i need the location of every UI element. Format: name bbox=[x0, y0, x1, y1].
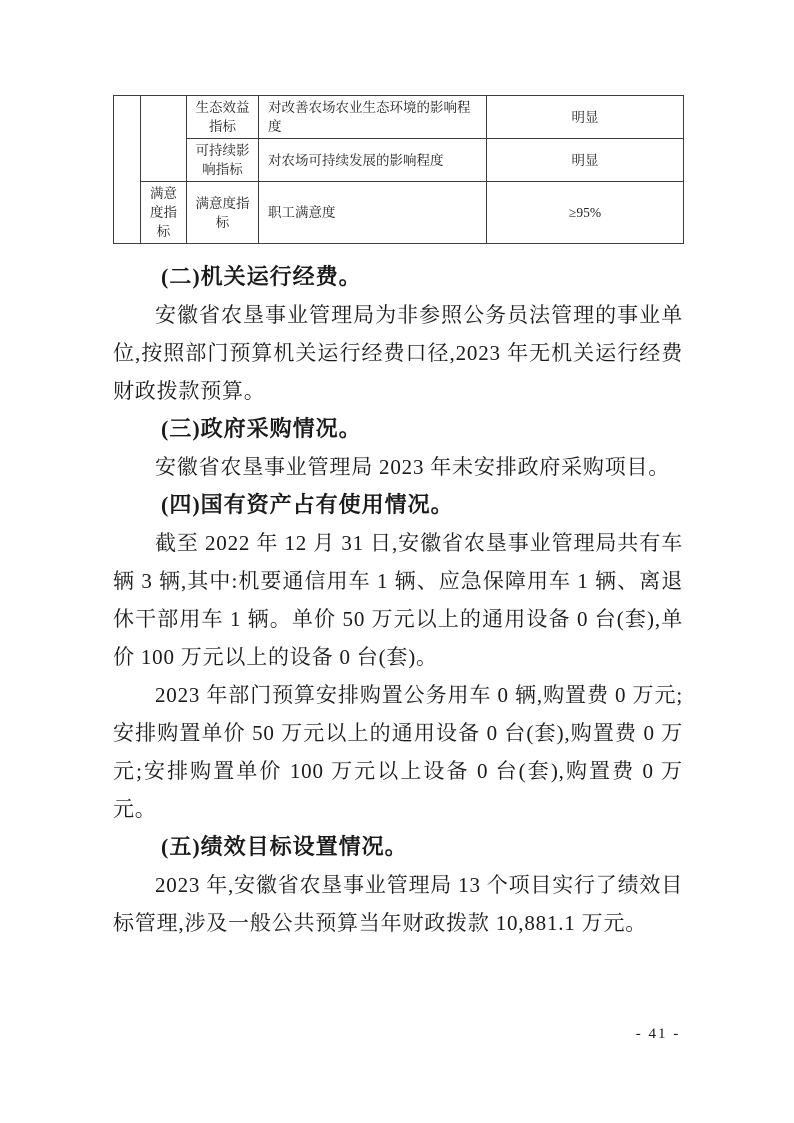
indicator-description-cell: 对农场可持续发展的影响程度 bbox=[259, 139, 487, 182]
performance-indicator-table bbox=[113, 95, 684, 244]
indicator-name-cell: 满意度指标 bbox=[187, 182, 259, 244]
paragraph: 安徽省农垦事业管理局 2023 年未安排政府采购项目。 bbox=[155, 455, 671, 479]
indicator-name-cell: 可持续影响指标 bbox=[187, 139, 259, 182]
indicator-description-cell: 职工满意度 bbox=[259, 182, 487, 244]
paragraph: 截至 2022 年 12 月 31 日,安徽省农垦事业管理局共有车辆 3 辆,其中:机要通信用车 1 辆、应急保障用车 1 辆、离退休干部用车 1 辆。单价 50 万元以上的通用设备 0 台(套),单价 100 万元以上的设备 0 台(套)。 bbox=[113, 531, 683, 669]
page-content bbox=[113, 95, 683, 942]
paragraph: 2023 年部门预算安排购置公务用车 0 辆,购置费 0 万元;安排购置单价 50 万元以上的通用设备 0 台(套),购置费 0 万元;安排购置单价 100 万元以上设备 0 台(套),购置费 0 万元。 bbox=[113, 683, 683, 821]
category-cell: 满意度指标 bbox=[141, 182, 187, 244]
section-heading-2: (二)机关运行经费。 bbox=[161, 264, 362, 289]
section-heading-3: (三)政府采购情况。 bbox=[161, 416, 362, 441]
table-row bbox=[114, 96, 684, 139]
indicator-value-cell: ≥95% bbox=[487, 182, 684, 244]
indicator-description-cell: 对改善农场农业生态环境的影响程度 bbox=[259, 96, 487, 139]
section-heading-4: (四)国有资产占有使用情况。 bbox=[161, 492, 454, 517]
table-row bbox=[114, 139, 684, 182]
group-cell-empty bbox=[114, 96, 141, 244]
paragraph: 2023 年,安徽省农垦事业管理局 13 个项目实行了绩效目标管理,涉及一般公共预算当年财政拨款 10,881.1 万元。 bbox=[113, 873, 683, 935]
table-row bbox=[114, 182, 684, 244]
category-cell-empty bbox=[141, 96, 187, 182]
indicator-value-cell: 明显 bbox=[487, 139, 684, 182]
indicator-name-cell: 生态效益指标 bbox=[187, 96, 259, 139]
indicator-value-cell: 明显 bbox=[487, 96, 684, 139]
section-heading-5: (五)绩效目标设置情况。 bbox=[161, 834, 408, 859]
page-number: - 41 - bbox=[635, 1026, 681, 1042]
paragraph: 安徽省农垦事业管理局为非参照公务员法管理的事业单位,按照部门预算机关运行经费口径,2023 年无机关运行经费财政拨款预算。 bbox=[113, 303, 683, 403]
